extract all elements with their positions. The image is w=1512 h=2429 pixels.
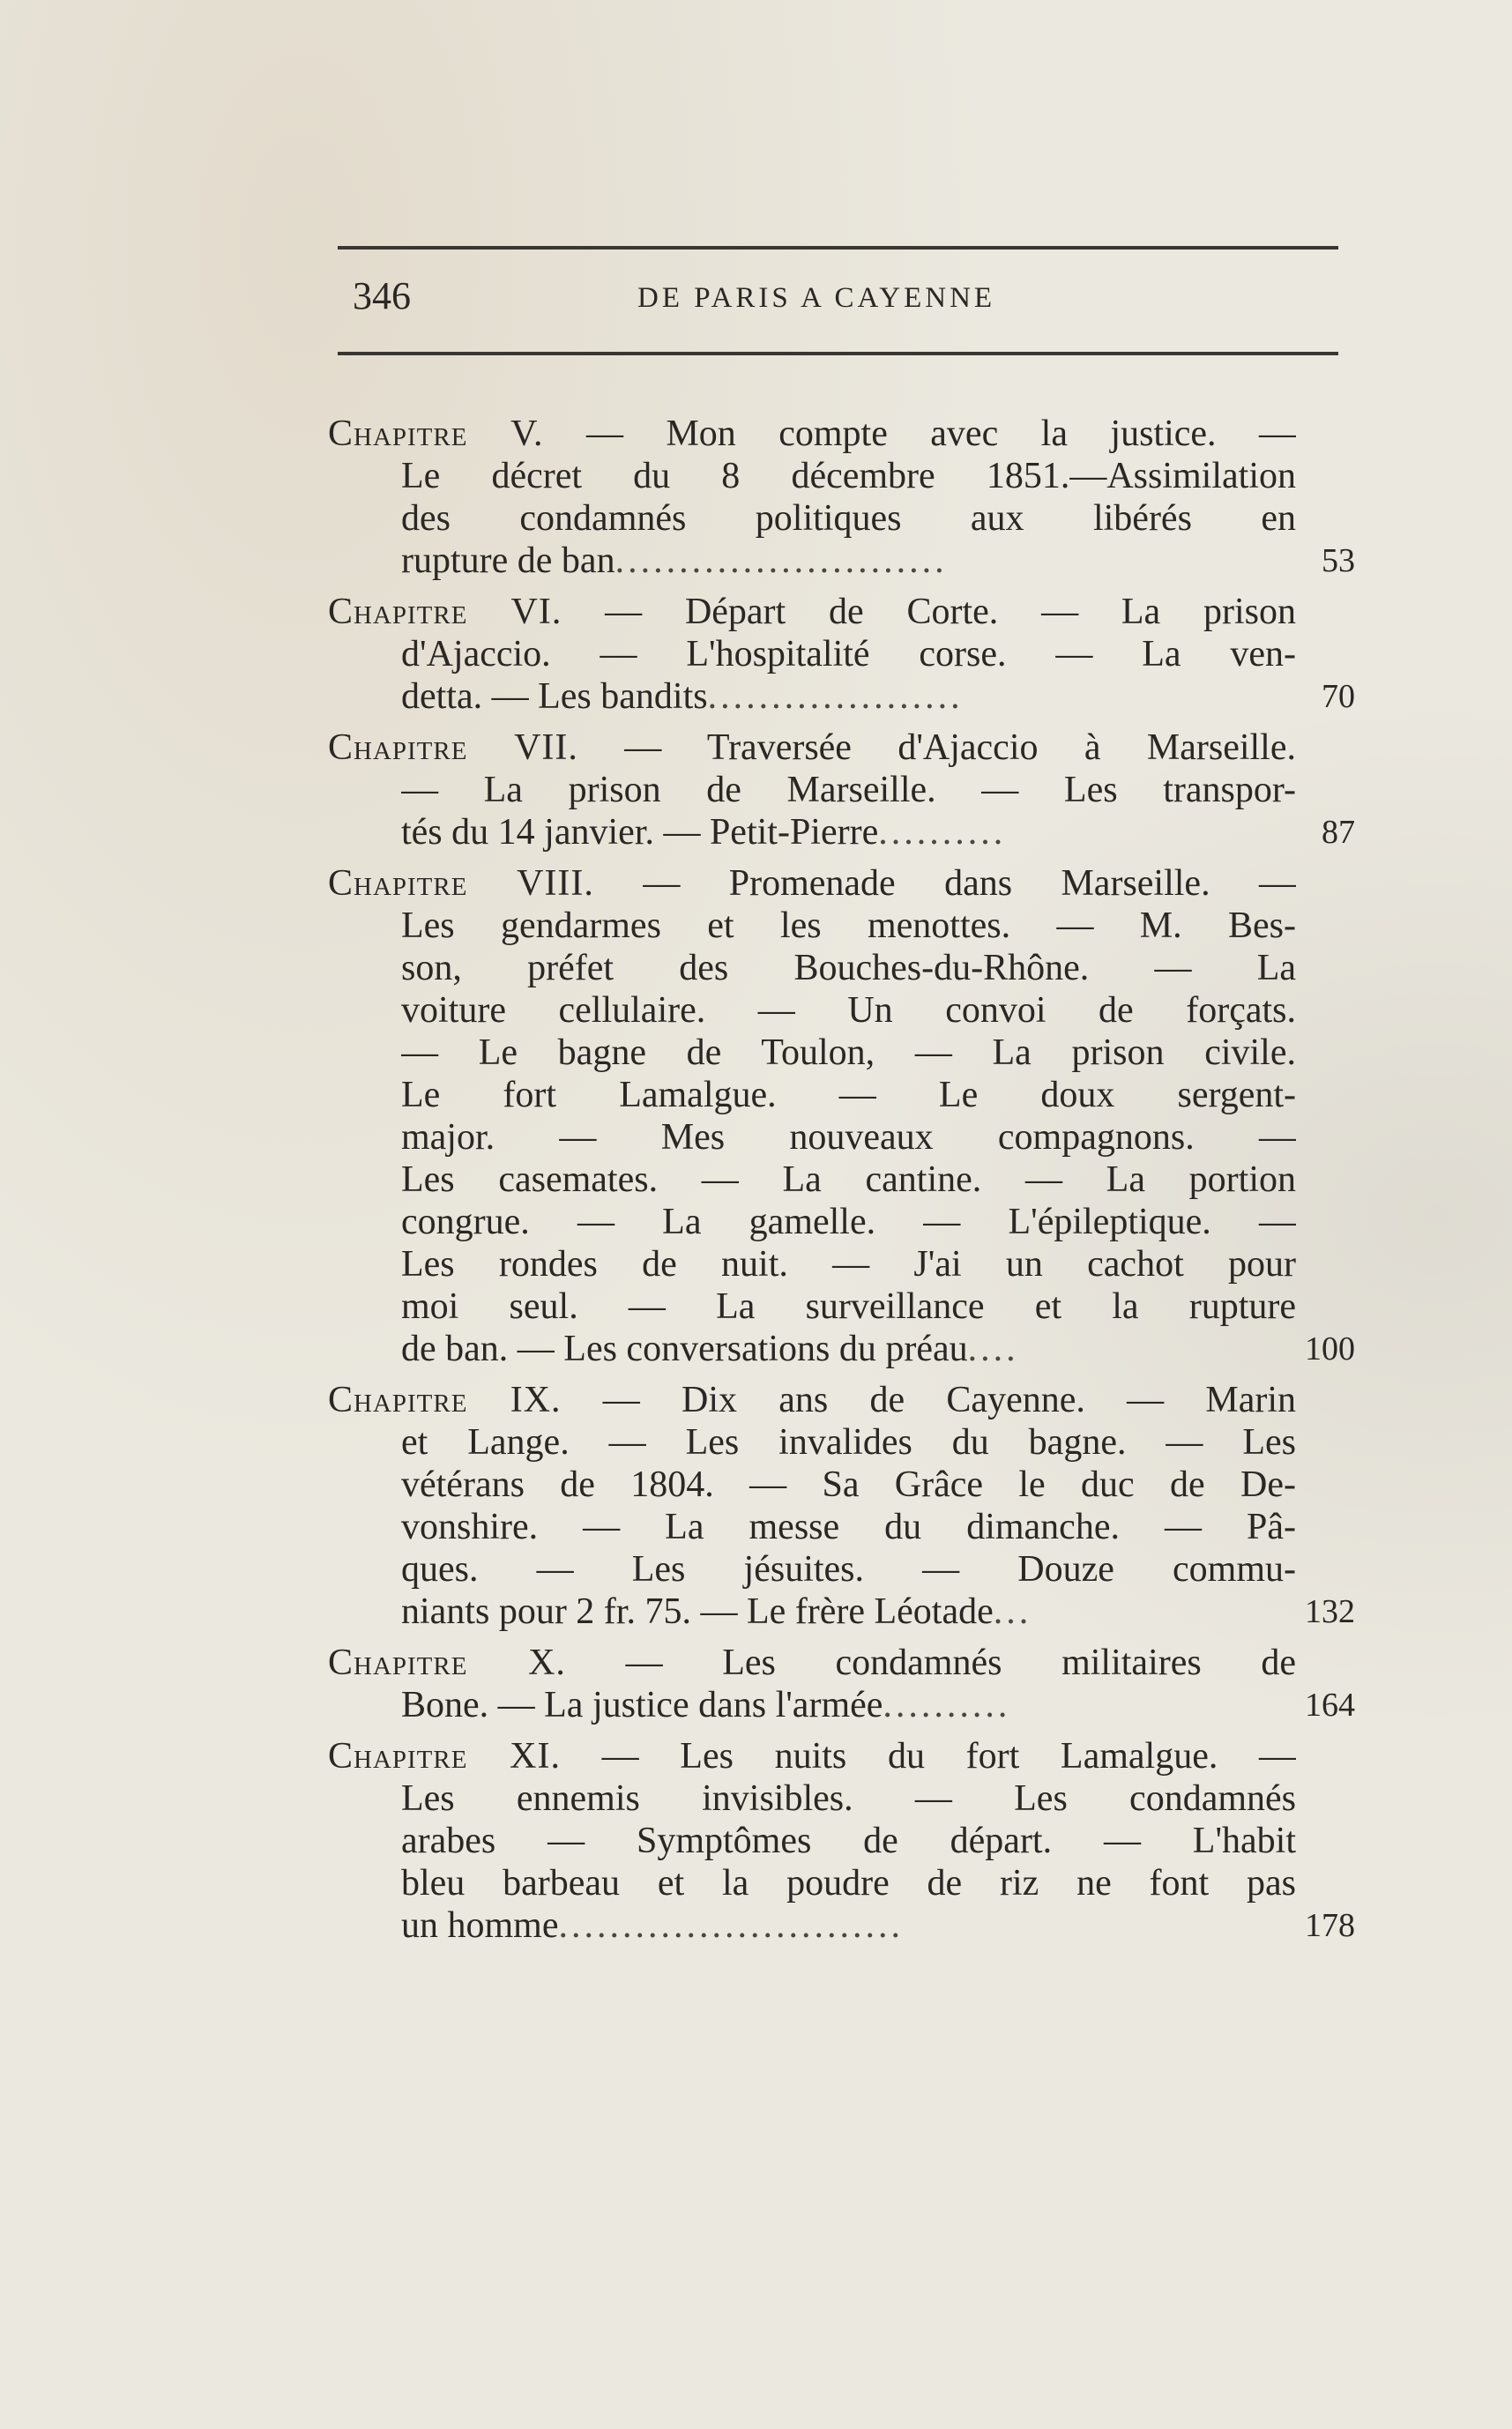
entry-spacer (328, 582, 1355, 591)
toc-entry (328, 413, 1355, 582)
dot-leader: .......................... (614, 540, 948, 581)
toc-line (328, 1201, 1355, 1243)
line-text: niants pour 2 fr. 75. — Le frère Léotade (401, 1591, 994, 1632)
toc-line (328, 1904, 1355, 1947)
chapter-label: Chapitre VI. (328, 592, 562, 632)
toc-entry (328, 1642, 1355, 1726)
toc-line (328, 591, 1355, 633)
line-text: — Dix ans de Cayenne. — Marin (561, 1380, 1296, 1420)
chapter-label: Chapitre XI. (328, 1736, 561, 1777)
toc-line (328, 413, 1355, 455)
toc-line-text (401, 1777, 1296, 1820)
line-text: ques. — Les jésuites. — Douze commu- (401, 1549, 1296, 1590)
toc-line (328, 1032, 1355, 1074)
toc-line-text (401, 1862, 1296, 1904)
entry-spacer (328, 1633, 1355, 1642)
line-text: — Traversée d'Ajaccio à Marseille. (577, 727, 1296, 768)
toc-line-text (328, 591, 1296, 633)
dot-leader: .................... (707, 676, 964, 717)
toc-line (328, 726, 1355, 769)
toc-line-text (401, 1116, 1296, 1159)
toc-line (328, 1421, 1355, 1464)
running-title: DE PARIS A CAYENNE (637, 282, 996, 314)
entry-spacer (328, 1726, 1355, 1735)
chapter-label: Chapitre VIII. (328, 863, 594, 904)
toc-line (328, 811, 1355, 853)
toc-page-number: 87 (1322, 814, 1355, 851)
toc-line-text (328, 862, 1296, 905)
toc-line-text (401, 989, 1296, 1032)
toc-line (328, 1591, 1355, 1633)
toc-line (328, 1074, 1355, 1116)
toc-line-text (328, 413, 1296, 455)
dot-leader: .......... (883, 1685, 1011, 1725)
line-text: — Départ de Corte. — La prison (562, 592, 1296, 632)
toc-line-text (401, 1591, 1296, 1633)
line-text: son, préfet des Bouches-du-Rhône. — La (401, 948, 1296, 988)
line-text: Le fort Lamalgue. — Le doux sergent- (401, 1075, 1296, 1115)
toc-line-text (401, 1548, 1296, 1591)
toc-line-text (401, 1506, 1296, 1548)
dot-leader: .......... (878, 812, 1007, 853)
toc-line-text (401, 1820, 1296, 1862)
chapter-label: Chapitre X. (328, 1643, 566, 1683)
table-of-contents (328, 413, 1355, 1947)
line-text: des condamnés politiques aux libérés en (401, 498, 1296, 539)
toc-line (328, 1464, 1355, 1506)
header-rule-top (338, 246, 1338, 250)
toc-line (328, 1116, 1355, 1159)
dot-leader: .... (967, 1329, 1019, 1369)
toc-line-text (328, 1735, 1296, 1777)
toc-line (328, 1820, 1355, 1862)
toc-line (328, 497, 1355, 540)
chapter-label: Chapitre IX. (328, 1380, 562, 1420)
toc-page-number: 70 (1322, 678, 1355, 715)
toc-line-text (401, 1421, 1296, 1464)
chapter-label: Chapitre V. (328, 414, 544, 454)
toc-line (328, 1684, 1355, 1726)
toc-page-number: 178 (1305, 1907, 1355, 1944)
toc-page-number: 53 (1322, 542, 1355, 579)
line-text: Les casemates. — La cantine. — La portion (401, 1159, 1296, 1200)
line-text: un homme (401, 1905, 559, 1946)
dot-leader: ........................... (558, 1905, 904, 1946)
toc-line (328, 1735, 1355, 1777)
toc-line (328, 675, 1355, 718)
toc-line (328, 540, 1355, 582)
toc-line-text (401, 905, 1296, 947)
toc-line-text (401, 1074, 1296, 1116)
line-text: tés du 14 janvier. — Petit-Pierre (401, 812, 879, 853)
toc-page-number: 164 (1305, 1687, 1355, 1724)
toc-line-text (328, 1379, 1296, 1421)
toc-line-text (401, 1684, 1296, 1726)
toc-line-text (401, 633, 1296, 675)
line-text: Les gendarmes et les menottes. — M. Bes- (401, 905, 1296, 946)
line-text: — Les condamnés militaires de (565, 1643, 1296, 1683)
toc-line-text (401, 1464, 1296, 1506)
toc-line (328, 1159, 1355, 1201)
line-text: — Promenade dans Marseille. — (593, 863, 1296, 904)
line-text: vétérans de 1804. — Sa Grâce le duc de De- (401, 1464, 1296, 1505)
toc-line-text (401, 947, 1296, 989)
toc-line (328, 633, 1355, 675)
toc-entry (328, 591, 1355, 718)
toc-line (328, 1285, 1355, 1328)
toc-line-text (401, 1201, 1296, 1243)
line-text: moi seul. — La surveillance et la rupture (401, 1286, 1296, 1327)
chapter-label: Chapitre VII. (328, 727, 578, 768)
line-text: — Les nuits du fort Lamalgue. — (560, 1736, 1296, 1777)
toc-page-number: 100 (1305, 1330, 1355, 1367)
toc-line-text (401, 1285, 1296, 1328)
toc-line (328, 1642, 1355, 1684)
line-text: major. — Mes nouveaux compagnons. — (401, 1117, 1296, 1158)
toc-line (328, 1379, 1355, 1421)
toc-line (328, 862, 1355, 905)
line-text: bleu barbeau et la poudre de riz ne font pas (401, 1863, 1296, 1904)
line-text: Les rondes de nuit. — J'ai un cachot pour (401, 1244, 1296, 1285)
line-text: et Lange. — Les invalides du bagne. — Les (401, 1422, 1296, 1463)
line-text: congrue. — La gamelle. — L'épileptique. — (401, 1202, 1296, 1242)
toc-entry (328, 726, 1355, 853)
line-text: Le décret du 8 décembre 1851.—Assimilation (401, 456, 1296, 496)
toc-line (328, 1243, 1355, 1285)
toc-page-number: 132 (1305, 1593, 1355, 1630)
toc-line-text (401, 1159, 1296, 1201)
toc-entry (328, 1735, 1355, 1947)
toc-line-text (401, 1243, 1296, 1285)
toc-line-text (401, 1328, 1296, 1370)
entry-spacer (328, 853, 1355, 862)
header-rule-bottom (338, 352, 1338, 355)
line-text: arabes — Symptômes de départ. — L'habit (401, 1821, 1296, 1861)
toc-line-text (401, 540, 1296, 582)
toc-line (328, 1777, 1355, 1820)
toc-entry (328, 1379, 1355, 1633)
toc-line (328, 455, 1355, 497)
toc-line (328, 1862, 1355, 1904)
entry-spacer (328, 718, 1355, 726)
dot-leader: ... (993, 1591, 1032, 1632)
line-text: Les ennemis invisibles. — Les condamnés (401, 1778, 1296, 1819)
toc-line (328, 905, 1355, 947)
toc-line-text (401, 1032, 1296, 1074)
line-text: de ban. — Les conversations du préau (401, 1329, 968, 1369)
line-text: — Le bagne de Toulon, — La prison civile. (401, 1032, 1296, 1073)
toc-line-text (328, 1642, 1296, 1684)
page-number: 346 (353, 274, 411, 317)
line-text: d'Ajaccio. — L'hospitalité corse. — La ven- (401, 634, 1296, 674)
entry-spacer (328, 1370, 1355, 1379)
line-text: Bone. — La justice dans l'armée (401, 1685, 883, 1725)
toc-line (328, 1328, 1355, 1370)
line-text: — La prison de Marseille. — Les transpor- (401, 770, 1296, 810)
toc-line (328, 769, 1355, 811)
toc-line (328, 989, 1355, 1032)
line-text: vonshire. — La messe du dimanche. — Pâ- (401, 1507, 1296, 1547)
line-text: rupture de ban (401, 540, 615, 581)
toc-line-text (401, 769, 1296, 811)
line-text: — Mon compte avec la justice. — (543, 414, 1296, 454)
line-text: detta. — Les bandits (401, 676, 708, 717)
toc-line-text (401, 455, 1296, 497)
toc-line-text (401, 675, 1296, 718)
toc-entry (328, 862, 1355, 1370)
toc-line-text (401, 1904, 1296, 1947)
toc-line-text (401, 811, 1296, 853)
toc-line-text (328, 726, 1296, 769)
toc-line-text (401, 497, 1296, 540)
toc-line (328, 947, 1355, 989)
toc-line (328, 1506, 1355, 1548)
line-text: voiture cellulaire. — Un convoi de forçats. (401, 990, 1296, 1031)
toc-line (328, 1548, 1355, 1591)
